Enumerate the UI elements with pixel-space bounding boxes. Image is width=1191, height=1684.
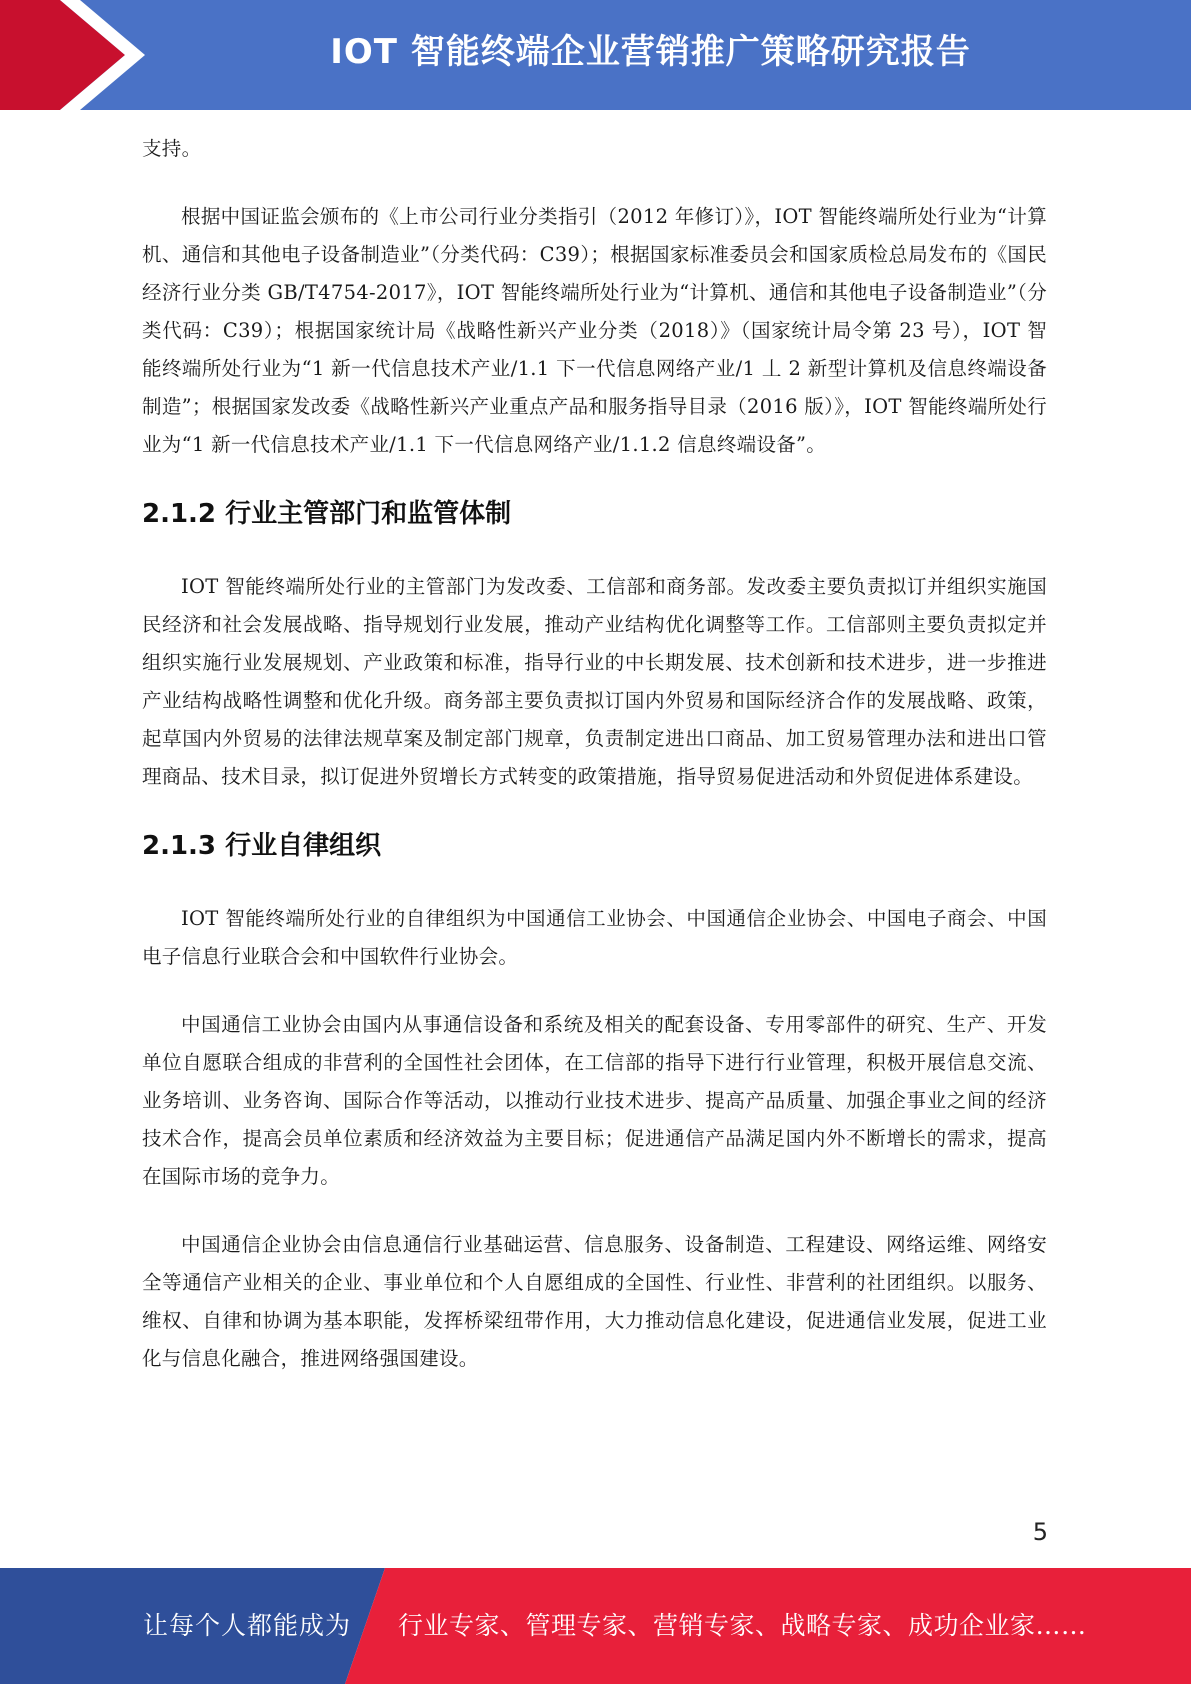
paragraph-continuation: 支持。 — [142, 137, 202, 160]
paragraph-self-regulation: IOT 智能终端所处行业的自律组织为中国通信工业协会、中国通信企业协会、中国电子商会、中国电子信息行业联合会和中国软件行业协会。 — [142, 907, 1047, 968]
page-footer — [0, 1568, 1191, 1684]
document-title: IOT 智能终端企业营销推广策略研究报告 — [330, 32, 971, 72]
paragraph-industry-classification: 根据中国证监会颁布的《上市公司行业分类指引（2012 年修订）》，IOT 智能终端所处行业为“计算机、通信和其他电子设备制造业”（分类代码：C39）；根据国家标准委员会和国家质检总局发布的《国民经济行业分类 GB/T4754-2017》，IOT 智能终端所处行业为“计算机、通信和其他电子设备制造业”（分类代码：C39）；根据国家统计局《战略性新兴产业分类（2018）》（国家统计局令第 23 号），IOT 智能终端所处行业为“1 新一代信息技术产业/1.1 下一代信息网络产业/1 丄 2 新型计算机及信息终端设备制造”；根据国家发改委《战略性新兴产业重点产品和服务指导目录（2016 版）》，IOT 智能终端所处行业为“1 新一代信息技术产业/1.1 下一代信息网络产业/1.1.2 信息终端设备”。 — [142, 205, 1047, 456]
footer-slogan-left: 让每个人都能成为 — [143, 1611, 352, 1640]
page-number: 5 — [1032, 1518, 1048, 1546]
paragraph-cace: 中国通信企业协会由信息通信行业基础运营、信息服务、设备制造、工程建设、网络运维、网络安全等通信产业相关的企业、事业单位和个人自愿组成的全国性、行业性、非营利的社团组织。以服务、维权、自律和协调为基本职能，发挥桥梁纽带作用，大力推动信息化建设，促进通信业发展，促进工业化与信息化融合，推进网络强国建设。 — [142, 1233, 1047, 1370]
page-content — [142, 130, 1047, 1378]
header-arrow-decoration — [0, 0, 160, 110]
header-red-arrow — [0, 0, 125, 110]
paragraph-ciia: 中国通信工业协会由国内从事通信设备和系统及相关的配套设备、专用零部件的研究、生产、开发单位自愿联合组成的非营利的全国性社会团体，在工信部的指导下进行行业管理，积极开展信息交流、业务培训、业务咨询、国际合作等活动，以推动行业技术进步、提高产品质量、加强企事业之间的经济技术合作，提高会员单位素质和经济效益为主要目标；促进通信产品满足国内外不断增长的需求，提高在国际市场的竞争力。 — [142, 1013, 1047, 1188]
section-heading-regulators: 2.1.2 行业主管部门和监管体制 — [142, 499, 512, 529]
paragraph-regulators: IOT 智能终端所处行业的主管部门为发改委、工信部和商务部。发改委主要负责拟订并组织实施国民经济和社会发展战略、指导规划行业发展，推动产业结构优化调整等工作。工信部则主要负责拟定并组织实施行业发展规划、产业政策和标准，指导行业的中长期发展、技术创新和技术进步，进一步推进产业结构战略性调整和优化升级。商务部主要负责拟订国内外贸易和国际经济合作的发展战略、政策，起草国内外贸易的法律法规草案及制定部门规章，负责制定进出口商品、加工贸易管理办法和进出口管理商品、技术目录，拟订促进外贸增长方式转变的政策措施，指导贸易促进活动和外贸促进体系建设。 — [142, 575, 1047, 788]
footer-slogan-right: 行业专家、管理专家、营销专家、战略专家、成功企业家…… — [398, 1611, 1087, 1640]
section-heading-self-regulation: 2.1.3 行业自律组织 — [142, 831, 382, 861]
page-header — [0, 0, 1191, 110]
